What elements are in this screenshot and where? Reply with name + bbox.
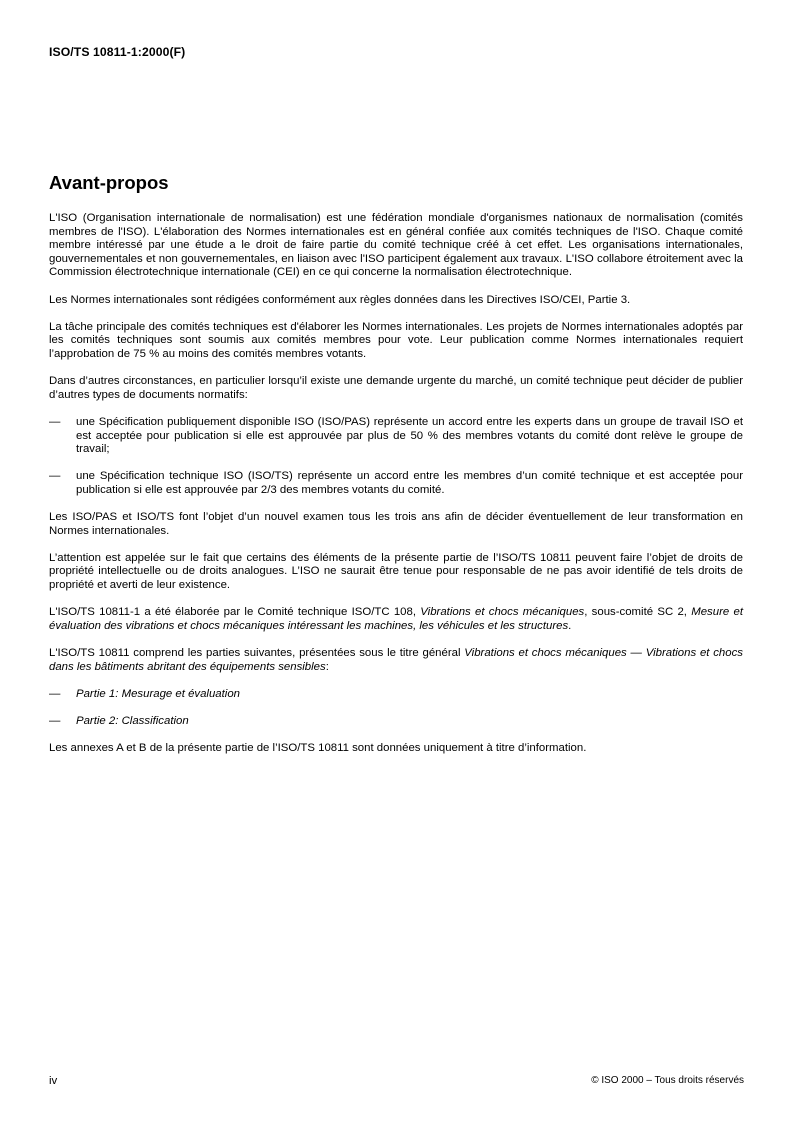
list-dash: — — [49, 714, 61, 727]
paragraph-committee — [49, 606, 743, 633]
parts-intro-text: L'ISO/TS 10811 comprend les parties suivantes, présentées sous le titre général — [49, 647, 465, 659]
paragraph-other-circumstances: Dans d’autres circonstances, en particulier lorsqu’il existe une demande urgente du marché, un comité technique peut décider de publier d’autres types de documents normatifs: — [49, 375, 743, 401]
list-item-text: Partie 2: Classification — [76, 714, 189, 727]
section-title: Avant-propos — [49, 172, 169, 193]
list-item-iso-pas — [49, 416, 743, 457]
committee-text-3: . — [568, 619, 572, 632]
document-id-header: ISO/TS 10811-1:2000(F) — [49, 45, 186, 59]
paragraph-review: Les ISO/PAS et ISO/TS font l’objet d’un nouvel examen tous les trois ans afin de décider éventuellement de leur transformation en Normes internationales. — [49, 511, 743, 537]
list-dash: — — [49, 470, 61, 483]
copyright-notice: © ISO 2000 – Tous droits réservés — [591, 1075, 744, 1086]
subcommittee-title: Mesure et évaluation des vibrations et chocs mécaniques intéressant les machines, les véhicules et les structures — [49, 606, 743, 632]
committee-title: Vibrations et chocs mécaniques — [420, 606, 585, 619]
list-item-iso-ts — [49, 470, 743, 497]
list-item-text: Partie 1: Mesurage et évaluation — [76, 687, 240, 700]
general-title: Vibrations et chocs mécaniques — Vibrations et chocs dans les bâtiments abritant des équipements sensibles — [49, 647, 743, 673]
foreword-body — [49, 212, 743, 756]
paragraph-directives: Les Normes internationales sont rédigées conformément aux règles données dans les Directives ISO/CEI, Partie 3. — [49, 293, 631, 306]
page-number: iv — [49, 1075, 58, 1087]
list-item-part-2 — [49, 715, 743, 729]
list-item-text: une Spécification publiquement disponible ISO (ISO/PAS) représente un accord entre les experts dans un groupe de travail ISO et est acceptée pour publication si elle est approuvée par plus de 50 % des membres votants du comité dont relève le groupe de travail; — [76, 415, 743, 456]
list-item-text: une Spécification technique ISO (ISO/TS) représente un accord entre les membres d’un comité technique et est acceptée pour publication si elle est approuvée par 2/3 des membres votants du comité. — [76, 470, 743, 496]
paragraph-parts-intro — [49, 647, 743, 674]
list-item-part-1 — [49, 688, 743, 702]
committee-text-1: L'ISO/TS 10811-1 a été élaborée par le Comité technique ISO/TC 108, — [49, 606, 421, 619]
paragraph-annexes: Les annexes A et B de la présente partie de l’ISO/TS 10811 sont données uniquement à titre d’information. — [49, 742, 587, 755]
committee-text-2: , sous-comité SC 2, — [584, 606, 692, 619]
paragraph-patent-rights: L’attention est appelée sur le fait que certains des éléments de la présente partie de l’ISO/TS 10811 peuvent faire l’objet de droits de propriété intellectuelle ou de droits analogues. L’ISO ne saurait être tenue pour responsable de ne pas avoir identifié de tels droits de propriété et averti de leur existence. — [49, 551, 743, 592]
list-dash: — — [49, 415, 61, 428]
list-dash: — — [49, 687, 61, 700]
paragraph-main-task: La tâche principale des comités techniques est d'élaborer les Normes internationales. Les projets de Normes internationales adoptés par les comités techniques sont soumis aux comités membres pour vote. Leur publication comme Normes internationales requiert l’approbation de 75 % au moins des comités membres votants. — [49, 320, 743, 360]
paragraph-iso-intro: L'ISO (Organisation internationale de normalisation) est une fédération mondiale d'organismes nationaux de normalisation (comités membres de l'ISO). L'élaboration des Normes internationales est en général confiée aux comités techniques de l'ISO. Chaque comité membre intéressé par une étude a le droit de faire partie du comité technique créé à cet effet. Les organisations internationales, gouvernementales et non gouvernementales, en liaison avec l'ISO participent également aux travaux. L'ISO collabore étroitement avec la Commission électrotechnique internationale (CEI) en ce qui concerne la normalisation électrotechnique. — [49, 212, 743, 279]
parts-intro-colon: : — [325, 660, 329, 673]
